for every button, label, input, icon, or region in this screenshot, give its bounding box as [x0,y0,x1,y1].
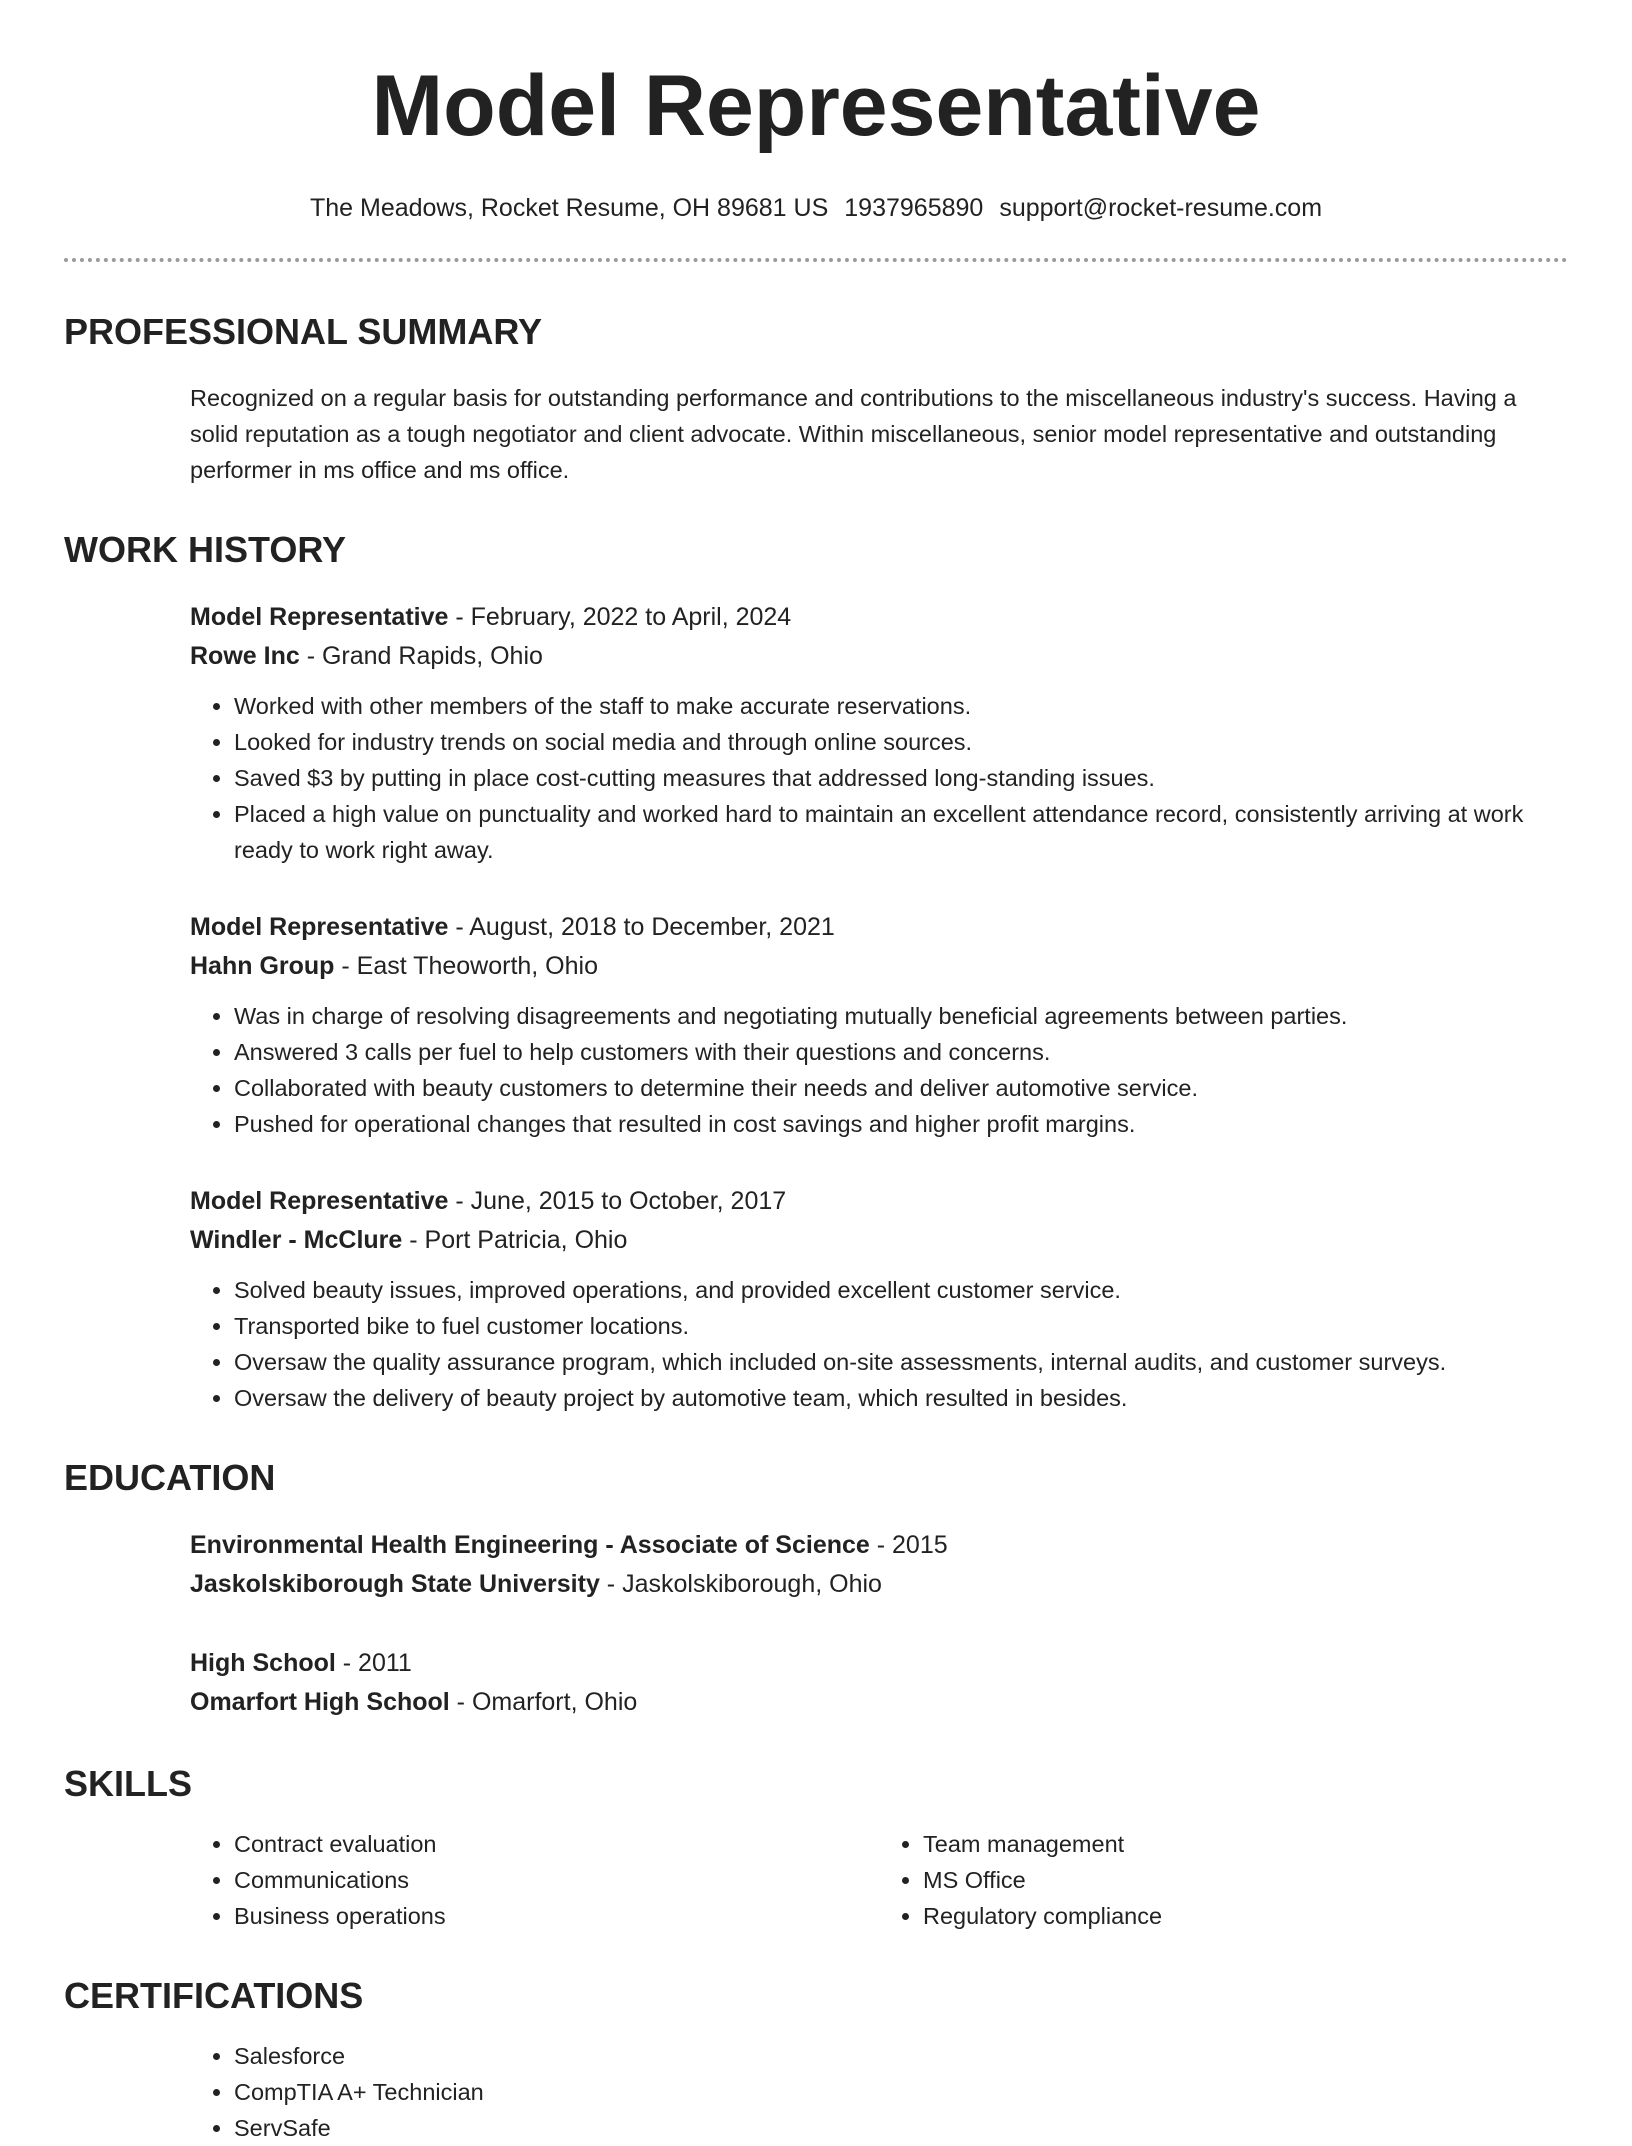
job-bullet: • Transported bike to fuel customer locations. [234,1308,1568,1344]
certifications-block [190,2038,1568,2146]
certifications-section [64,1974,1568,2146]
job-dates: - August, 2018 to December, 2021 [448,913,835,941]
summary-heading: PROFESSIONAL SUMMARY [64,311,543,352]
job-bullets [190,688,1568,868]
job-location: - Port Patricia, Ohio [402,1226,628,1254]
job-title: Model Representative [190,603,449,631]
job-entry [190,1182,1568,1416]
job-bullet: • Was in charge of resolving disagreements and negotiating mutually beneficial agreements between parties. [234,998,1568,1034]
job-entry [190,598,1568,868]
job-company: Rowe Inc [190,642,300,670]
job-title-line [190,1182,1568,1221]
summary-text: Recognized on a regular basis for outstanding performance and contributions to the miscellaneous industry's success. Having a solid reputation as a tough negotiator and client advocate. Within miscellaneous, senior model representative and outstanding performer in ms office and ms office. [190,385,1517,483]
job-company-line [190,637,1568,676]
job-bullet: • Oversaw the quality assurance program, which included on-site assessments, internal audits, and customer surveys. [234,1344,1568,1380]
school-line [190,1565,1568,1604]
certification-item: • CompTIA A+ Technician [234,2074,1568,2110]
job-company: Windler - McClure [190,1226,403,1254]
degree-year: - 2015 [869,1531,948,1559]
certifications-heading: CERTIFICATIONS [64,1975,364,2016]
school: Jaskolskiborough State University [190,1570,600,1598]
skills-section [64,1762,1568,1934]
job-title-line [190,598,1568,637]
job-title-line [190,908,1568,947]
job-bullet: • Placed a high value on punctuality and worked hard to maintain an excellent attendance record, consistently arriving at work ready to work right away. [234,796,1568,868]
skill-item: • MS Office [923,1862,1568,1898]
job-bullet: • Pushed for operational changes that resulted in cost savings and higher profit margins. [234,1106,1568,1142]
job-bullets [190,998,1568,1142]
job-company: Hahn Group [190,952,335,980]
skill-item: • Communications [234,1862,879,1898]
school: Omarfort High School [190,1688,450,1716]
job-bullet: • Looked for industry trends on social media and through online sources. [234,724,1568,760]
education-section [64,1456,1568,1722]
job-bullets [190,1272,1568,1416]
degree: High School [190,1649,336,1677]
skills-right-list [879,1826,1568,1934]
job-bullet: • Solved beauty issues, improved operations, and provided excellent customer service. [234,1272,1568,1308]
job-bullet: • Collaborated with beauty customers to determine their needs and deliver automotive service. [234,1070,1568,1106]
job-entry [190,908,1568,1142]
summary-section [64,310,1568,488]
job-bullet: • Oversaw the delivery of beauty project by automotive team, which resulted in besides. [234,1380,1568,1416]
degree-year: - 2011 [335,1649,412,1677]
work-section [64,528,1568,1416]
certification-item: • ServSafe [234,2110,1568,2146]
skills-columns [190,1826,1568,1934]
contact-line [64,192,1568,224]
skill-item: • Business operations [234,1898,879,1934]
skills-left-list [190,1826,879,1934]
skill-item: • Contract evaluation [234,1826,879,1862]
school-location: - Jaskolskiborough, Ohio [599,1570,882,1598]
skill-item: • Team management [923,1826,1568,1862]
job-bullet: • Worked with other members of the staff to make accurate reservations. [234,688,1568,724]
certification-item: • Salesforce [234,2038,1568,2074]
job-dates: - February, 2022 to April, 2024 [448,603,792,631]
education-entry [190,1644,1568,1722]
education-heading: EDUCATION [64,1457,276,1498]
job-location: - East Theoworth, Ohio [334,952,598,980]
job-bullet: • Saved $3 by putting in place cost-cutting measures that addressed long-standing issues. [234,760,1568,796]
degree-line [190,1644,1568,1683]
job-company-line [190,947,1568,986]
job-title: Model Representative [190,913,449,941]
school-line [190,1683,1568,1722]
skills-heading: SKILLS [64,1763,193,1804]
resume-name: Model Representative [371,58,1261,154]
contact-address: The Meadows, Rocket Resume, OH 89681 US [309,194,829,222]
job-bullet: • Answered 3 calls per fuel to help customers with their questions and concerns. [234,1034,1568,1070]
skill-item: • Regulatory compliance [923,1898,1568,1934]
degree: Environmental Health Engineering - Associate of Science [190,1531,870,1559]
contact-phone: 1937965890 [844,194,984,222]
contact-email: support@rocket-resume.com [999,194,1323,222]
job-dates: - June, 2015 to October, 2017 [448,1187,787,1215]
degree-line [190,1526,1568,1565]
education-entry [190,1526,1568,1604]
header-divider [64,258,1568,262]
job-title: Model Representative [190,1187,449,1215]
job-company-line [190,1221,1568,1260]
school-location: - Omarfort, Ohio [449,1688,638,1716]
work-heading: WORK HISTORY [64,529,347,570]
job-location: - Grand Rapids, Ohio [299,642,543,670]
certifications-list [190,2038,1568,2146]
